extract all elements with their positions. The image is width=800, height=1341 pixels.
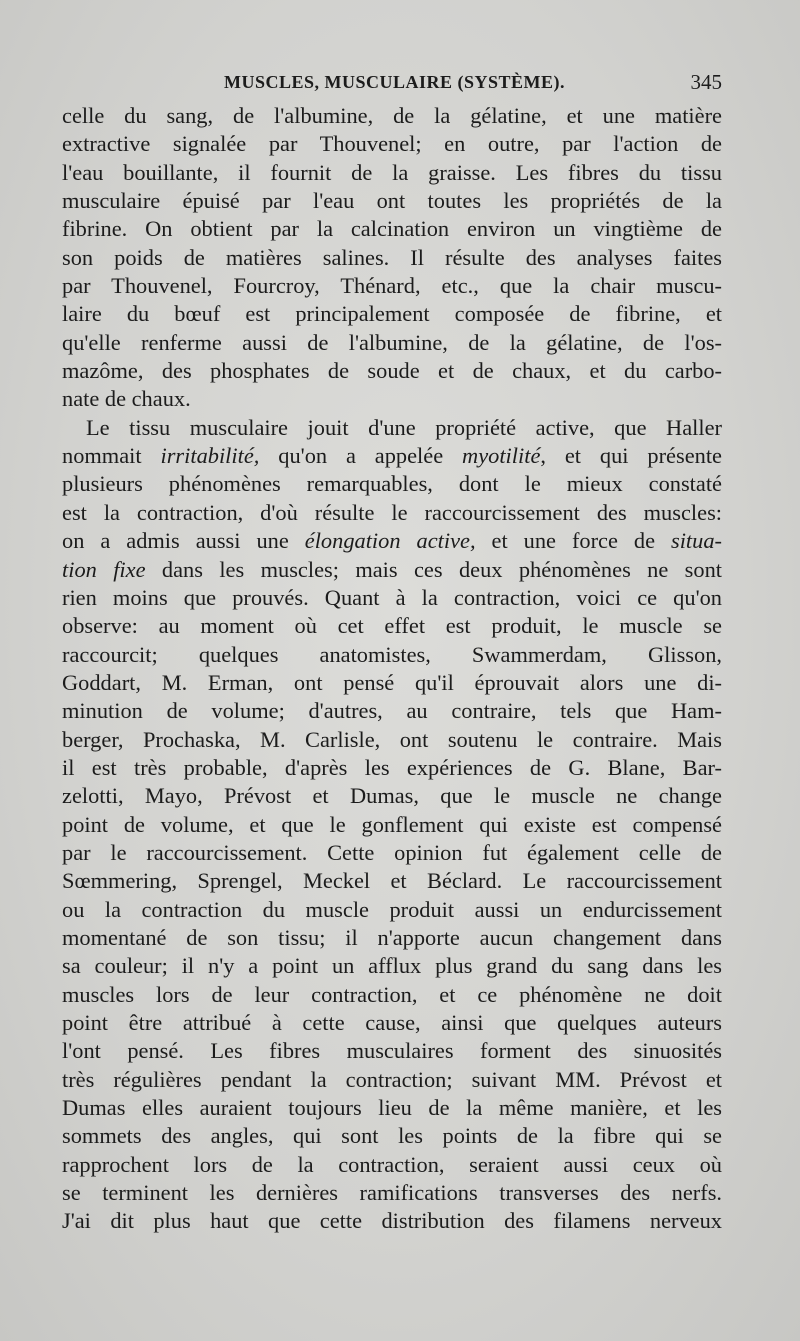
text-line: minution de volume; d'autres, au contraire, tels que Ham- (62, 698, 722, 724)
text-line: J'ai dit plus haut que cette distribution des filamens nerveux (62, 1208, 722, 1234)
text-line: point de volume, et que le gonflement qui existe est compensé (62, 811, 722, 837)
italic-term: élongation active, (304, 528, 476, 554)
page-header (62, 68, 724, 102)
text-line: qu'elle renferme aussi de l'albumine, de la gélatine, de l'os- (62, 329, 722, 355)
text-line: se terminent les dernières ramifications transverses des nerfs. (62, 1180, 722, 1206)
text-line: ou la contraction du muscle produit aussi un endurcissement (62, 896, 722, 922)
italic-term: tion fixe (62, 556, 146, 582)
text-line: Sœmmering, Sprengel, Meckel et Béclard. Le raccourcissement (62, 868, 722, 894)
body-text (62, 102, 722, 1236)
text-line: par le raccourcissement. Cette opinion fut également celle de (62, 839, 722, 865)
text-line: muscles lors de leur contraction, et ce phénomène ne doit (62, 981, 722, 1007)
text-line: l'eau bouillante, il fournit de la graisse. Les fibres du tissu (62, 159, 722, 185)
text-segment: et une force de (475, 528, 671, 554)
text-line: extractive signalée par Thouvenel; en outre, par l'action de (62, 131, 722, 157)
text-line (62, 527, 722, 555)
text-line: musculaire épuisé par l'eau ont toutes les propriétés de la (62, 188, 722, 214)
text-line: il est très probable, d'après les expériences de G. Blane, Bar- (62, 754, 722, 780)
italic-term: situa- (671, 528, 723, 554)
text-line: rien moins que prouvés. Quant à la contraction, voici ce qu'on (62, 584, 722, 610)
text-line (62, 556, 722, 584)
text-line: Le tissu musculaire jouit d'une propriété active, que Haller (86, 414, 722, 440)
text-line: sommets des angles, qui sont les points de la fibre qui se (62, 1123, 722, 1149)
running-title: MUSCLES, MUSCULAIRE (SYSTÈME). (224, 72, 566, 92)
text-line: mazôme, des phosphates de soude et de chaux, et du carbo- (62, 358, 722, 384)
text-segment: dans les muscles; mais ces deux phénomènes ne sont (145, 556, 722, 582)
text-line: par Thouvenel, Fourcroy, Thénard, etc., que la chair muscu- (62, 273, 722, 299)
text-line: son poids de matières salines. Il résulte des analyses faites (62, 244, 722, 270)
text-line: momentané de son tissu; il n'apporte aucun changement dans (62, 924, 722, 950)
italic-term: myotilité (462, 443, 541, 469)
text-line: Dumas elles auraient toujours lieu de la même manière, et les (62, 1095, 722, 1121)
text-line: zelotti, Mayo, Prévost et Dumas, que le muscle ne change (62, 783, 722, 809)
text-line: plusieurs phénomènes remarquables, dont le mieux constaté (62, 471, 722, 497)
text-line: sa couleur; il n'y a point un afflux plus grand du sang dans les (62, 953, 722, 979)
text-line: très régulières pendant la contraction; suivant MM. Prévost et (62, 1066, 722, 1092)
text-line: Goddart, M. Erman, ont pensé qu'il éprouvait alors une di- (62, 669, 722, 695)
text-segment: , et qui présente (540, 443, 722, 469)
text-line: berger, Prochaska, M. Carlisle, ont soutenu le contraire. Mais (62, 726, 722, 752)
text-line (62, 442, 722, 470)
text-segment: nommait (62, 443, 161, 469)
text-line: laire du bœuf est principalement composée de fibrine, et (62, 301, 722, 327)
text-line: raccourcit; quelques anatomistes, Swammerdam, Glisson, (62, 641, 722, 667)
text-line: rapprochent lors de la contraction, seraient aussi ceux où (62, 1151, 722, 1177)
text-segment: on a admis aussi une (62, 528, 305, 554)
page-number: 345 (690, 70, 722, 94)
text-line: celle du sang, de l'albumine, de la gélatine, et une matière (62, 103, 722, 128)
text-line: fibrine. On obtient par la calcination environ un vingtième de (62, 216, 722, 242)
text-line: l'ont pensé. Les fibres musculaires forment des sinuosités (62, 1038, 722, 1064)
text-line: point être attribué à cette cause, ainsi que quelques auteurs (62, 1010, 722, 1035)
text-line: observe: au moment où cet effet est produit, le muscle se (62, 613, 722, 639)
text-line: est la contraction, d'où résulte le raccourcissement des muscles: (62, 499, 722, 525)
text-line: nate de chaux. (62, 386, 191, 412)
italic-term: irritabilité, (160, 443, 260, 469)
text-segment: qu'on a appelée (259, 443, 463, 469)
